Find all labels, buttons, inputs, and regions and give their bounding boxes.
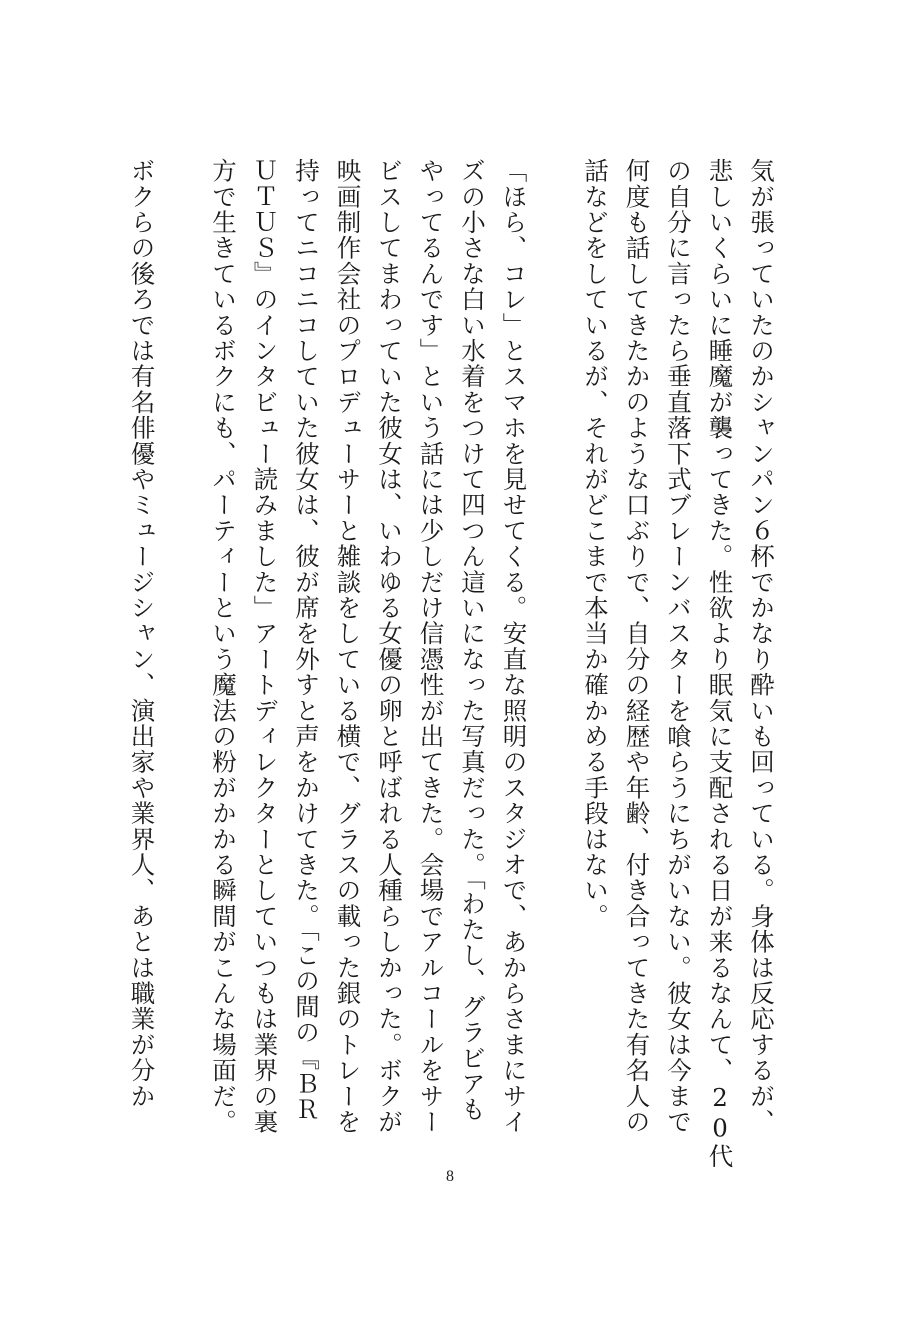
- text-line: ビスしてまわっていた彼女は、いわゆる女優の卵と呼ばれる人種らしかった。ボクが: [375, 158, 404, 1135]
- text-line: ボクらの後ろでは有名俳優やミュージシャン、演出家や業界人、あとは職業が分か: [127, 158, 157, 1109]
- text-line: 方で生きているボクにも、パーティーという魔法の粉がかかる瞬間がこんな場面だ。: [209, 158, 238, 1135]
- paragraph-gap: [535, 158, 575, 1078]
- text-line: 映画制作会社のプロデューサーと雑談をしている横で、グラスの載った銀のトレーを: [333, 158, 363, 1135]
- vertical-text-body: [121, 158, 782, 1170]
- text-line: 気が張っていたのかシャンパン６杯でかなり酔いも回っている。身体は反応するが、: [747, 158, 776, 1135]
- text-line: ズの小さな白い水着をつけて四つん這いになった写真だった。「わたし、グラビアも: [458, 158, 487, 1123]
- text-line: やってるんです」という話には少しだけ信憑性が出てきた。会場でアルコールをサー: [416, 158, 446, 1135]
- paragraph-gap: [163, 158, 203, 1078]
- paragraph-2: [203, 158, 535, 1135]
- paragraph-1: [575, 158, 783, 1170]
- text-line: 話などをしているが、それがどこまで本当か確かめる手段はない。: [581, 158, 610, 929]
- text-line: 持ってニコニコしていた彼女は、彼が席を外すと声をかけてきた。「この間の『ＢＲ: [292, 158, 321, 1123]
- text-line: 悲しいくらいに睡魔が襲ってきた。性欲より眠気に支配される日が来るなんて、20代: [705, 158, 735, 1170]
- page-number: 8: [446, 1168, 454, 1185]
- text-line: 何度も話してきたかのような口ぶりで、自分の経歴や年齢、付き合ってきた有名人の: [622, 158, 652, 1135]
- text-line: ＵＴＵＳ』のインタビュー読みました」アートディレクターとしていつもは業界の裏: [250, 158, 280, 1135]
- text-line: 「ほら、コレ」とスマホを見せてくる。安直な照明のスタジオで、あからさまにサイ: [499, 158, 529, 1135]
- paragraph-3: [121, 158, 163, 1109]
- text-line: の自分に言ったら垂直落下式ブレーンバスターを喰らうにちがいない。彼女は今まで: [664, 158, 693, 1135]
